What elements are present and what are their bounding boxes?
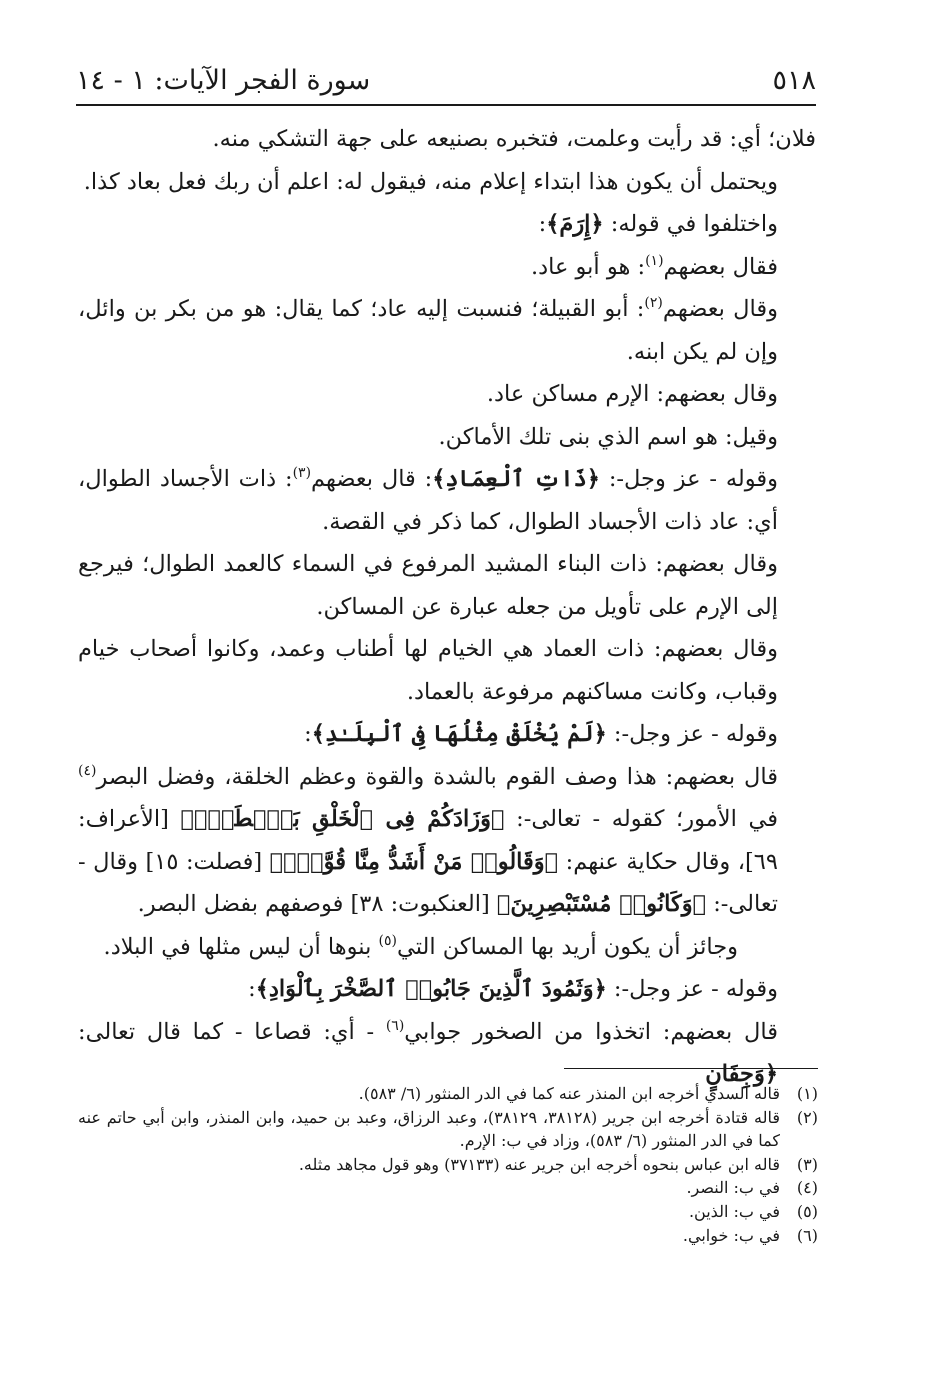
quran-quote: ﴿وَجِفَانٍ [705, 1061, 778, 1087]
running-title: سورة الفجر الآيات: ١ - ١٤ [76, 65, 371, 96]
page-number: ٥١٨ [772, 65, 816, 96]
footnote-text: قاله ابن عباس بنحوه أخرجه ابن جرير عنه (٣٧١٣٣) وهو قول مجاهد مثله. [298, 1154, 780, 1174]
footnote [78, 1200, 818, 1224]
text-run: ويحتمل أن يكون هذا ابتداء إعلام منه، فيقول له: اعلم أن ربك فعل بعاد كذا. [83, 168, 778, 195]
paragraph [78, 713, 816, 756]
paragraph [78, 968, 816, 1011]
body-text [78, 118, 816, 1096]
paragraph [78, 288, 816, 373]
paragraph [78, 416, 816, 459]
footnote-ref[interactable]: (٦) [385, 1017, 405, 1034]
footnote-number: (٣) [796, 1154, 818, 1174]
text-run: وقال بعضهم: ذات البناء المشيد المرفوع في السماء كالعمد الطوال؛ فيرجع إلى الإرم على تأويل من جعله عبارة عن المساكن. [78, 551, 778, 620]
paragraph [78, 246, 816, 289]
paragraph [78, 373, 816, 416]
text-run: : قال بعضهم [311, 466, 433, 492]
text-run: وقوله - عز وجل-: [599, 466, 778, 492]
footnote-separator [564, 1068, 818, 1069]
text-run: قال بعضهم: هذا وصف القوم بالشدة والقوة وعظم الخلقة، وفضل البصر [96, 763, 778, 790]
footnote [78, 1106, 818, 1153]
paragraph [78, 203, 816, 246]
footnote-text: قاله قتادة أخرجه ابن جرير (٣٨١٢٨، ٣٨١٢٩)، وعبد الرزاق، وعبد بن حميد، وابن المنذر، وابن أبي حاتم عنه كما في الدر المنثور (٦/ ٥٨٣)، وزاد في ب: الإرم. [78, 1107, 781, 1151]
quran-quote: ﴿وَكَانُوا۟ مُسْتَبْصِرِينَ﴾ [496, 891, 707, 917]
text-run: : أبو القبيلة؛ فنسبت إليه عاد؛ كما يقال: هو من بكر بن وائل، وإن لم يكن ابنه. [78, 296, 778, 365]
quran-quote: ﴿ذَاتِ ٱلْعِمَادِ﴾ [432, 466, 600, 492]
text-run: : [538, 211, 547, 237]
footnote-text: في ب: خوابي. [682, 1225, 780, 1245]
footnote-number: (٥) [796, 1201, 818, 1221]
text-run: قال بعضهم: اتخذوا من الصخور جوابي [404, 1018, 779, 1045]
footnotes [78, 1082, 818, 1247]
quran-quote: ﴿إِرَمَ﴾ [546, 211, 604, 237]
paragraph [78, 458, 816, 543]
paragraph [78, 161, 816, 204]
text-run: وقال بعضهم: ذات العماد هي الخيام لها أطناب وعمد، وكانوا أصحاب خيام وقباب، وكانت مساكنهم مرفوعة بالعماد. [78, 636, 778, 705]
footnote-number: (٦) [796, 1225, 818, 1245]
text-run: وقوله - عز وجل-: [606, 721, 778, 747]
text-run: : هو أبو عاد. [530, 253, 646, 280]
footnote-number: (٢) [796, 1107, 818, 1127]
footnote-number: (٤) [796, 1178, 818, 1198]
header-rule [76, 104, 816, 106]
footnote-text: في ب: الذين. [688, 1201, 780, 1221]
paragraph [78, 756, 816, 926]
quran-quote: ﴿وَزَادَكُمْ فِى ٱلْخَلْقِ بَصْۜطَةًۖ﴾ [180, 806, 505, 832]
text-run: وقوله - عز وجل-: [606, 976, 778, 1002]
text-run: وقال بعضهم [662, 296, 779, 322]
footnote [78, 1176, 818, 1200]
text-run: بنوها أن ليس مثلها في البلاد. [103, 933, 379, 960]
quran-quote: ﴿وَثَمُودَ ٱلَّذِينَ جَابُوا۟ ٱلصَّخْرَ بِٱلْوَادِ﴾ [255, 976, 607, 1002]
footnote-text: في ب: النصر. [686, 1178, 780, 1198]
text-run: [الأعراف: ٦٩]، وقال حكاية عنهم: [78, 806, 778, 875]
text-run: - أي: قصاعا - كما قال تعالى: [78, 1018, 386, 1045]
footnote-ref[interactable]: (٥) [378, 932, 397, 949]
text-run: فلان؛ أي: قد رأيت وعلمت، فتخبره بصنيعه على جهة التشكي منه. [212, 126, 816, 152]
paragraph [78, 628, 816, 713]
paragraph [78, 118, 816, 161]
text-run: وقيل: هو اسم الذي بنى تلك الأماكن. [438, 423, 778, 450]
footnote-ref[interactable]: (٢) [644, 295, 663, 311]
text-run: في الأمور؛ كقوله - تعالى-: [504, 806, 778, 832]
footnote-number: (١) [796, 1084, 818, 1103]
footnote-text: قاله السدي أخرجه ابن المنذر عنه كما في الدر المنثور (٦/ ٥٨٣). [358, 1084, 780, 1103]
text-run: واختلفوا في قوله: [603, 211, 778, 237]
text-run: [العنكبوت: ٣٨] فوصفهم بفضل البصر. [137, 891, 497, 917]
quran-quote: ﴿وَقَالُوا۟ مَنْ أَشَدُّ مِنَّا قُوَّةًۖ﴾ [269, 848, 559, 875]
footnote [78, 1082, 818, 1106]
footnote-ref[interactable]: (١) [645, 252, 664, 269]
quran-quote: ﴿لَمْ يُخْلَقْ مِثْلُهَا فِى ٱلْبِلَـٰدِ﴾ [311, 721, 607, 747]
text-run: : [304, 721, 312, 747]
page-header [76, 56, 816, 96]
text-run: وقال بعضهم: الإرم مساكن عاد. [486, 381, 778, 407]
paragraph [78, 926, 816, 969]
footnote-ref[interactable]: (٤) [78, 762, 97, 779]
text-run: : [248, 976, 256, 1002]
footnote-ref[interactable]: (٣) [292, 465, 312, 481]
paragraph [78, 543, 816, 628]
footnote [78, 1153, 818, 1177]
text-run: فقال بعضهم [663, 253, 778, 280]
text-run: : ذات الأجساد الطوال، أي: عاد ذات الأجساد الطوال، كما ذكر في القصة. [78, 466, 778, 535]
text-run: [فصلت: ١٥] وقال - تعالى-: [78, 848, 778, 917]
footnote [78, 1224, 818, 1248]
text-run: وجائز أن يكون أريد بها المساكن التي [396, 933, 738, 960]
